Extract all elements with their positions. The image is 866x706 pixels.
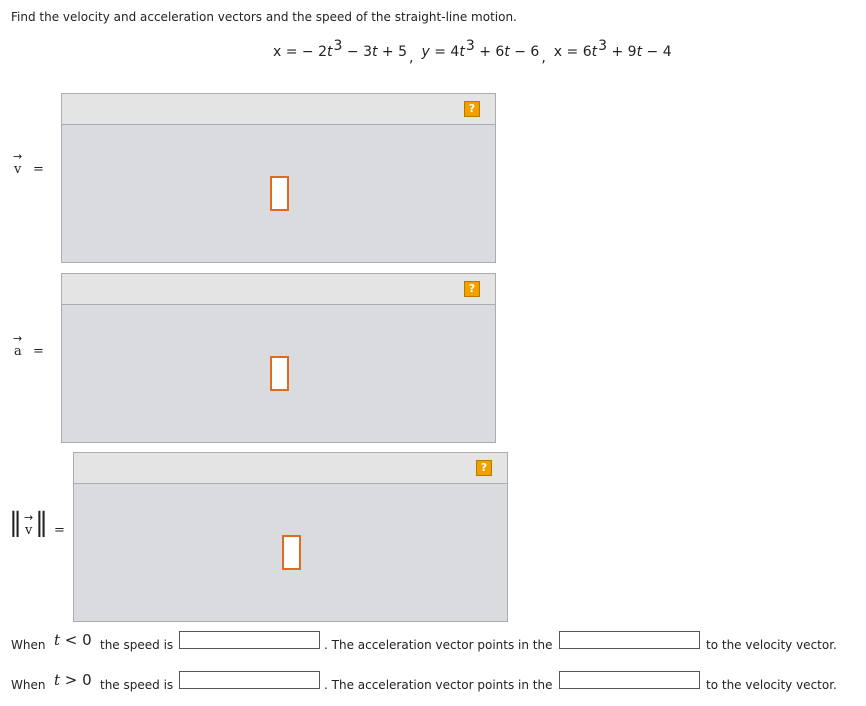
row2-cond: > 0 (60, 671, 92, 689)
eq-y-term1-coef: = 4 (429, 44, 460, 60)
eq-z-term3: − 4 (642, 44, 672, 60)
eq-z-term1-var: t (591, 44, 598, 60)
eq-sep-1: , (409, 50, 414, 66)
speed-help-icon[interactable]: ? (476, 460, 492, 476)
acceleration-arrow-icon: → (13, 332, 23, 345)
row1-speed-input[interactable] (179, 631, 320, 649)
row2-var: t (54, 671, 61, 689)
eq-x-term3: + 5 (377, 44, 408, 60)
eq-y-term3: − 6 (509, 44, 540, 60)
velocity-input-cursor[interactable] (270, 176, 289, 211)
eq-y-lhs: y (421, 44, 430, 60)
speed-arrow-icon: → (24, 511, 34, 524)
row1-cond: < 0 (60, 631, 92, 649)
motion-equation (273, 38, 672, 66)
eq-x-lhs: x = (273, 44, 302, 60)
row2-condition (54, 671, 92, 689)
row2-speed-input[interactable] (179, 671, 320, 689)
eq-x-term2-var: t (371, 44, 378, 60)
row1-when: When (11, 638, 46, 652)
acceleration-panel-toolbar (62, 274, 495, 305)
row1-condition (54, 631, 92, 649)
eq-z-term2: + 9 (607, 44, 637, 60)
eq-x-term2: − 3 (342, 44, 372, 60)
eq-z-term2-var: t (636, 44, 643, 60)
speed-symbol: v (25, 523, 33, 538)
speed-input-cursor[interactable] (282, 535, 301, 570)
eq-z-exp: 3 (598, 38, 608, 54)
eq-y-term2-var: t (504, 44, 510, 60)
row2-accel-text: . The acceleration vector points in the (324, 678, 553, 692)
eq-y-term1-var: t (459, 44, 465, 60)
row1-speed-text: the speed is (100, 638, 174, 652)
speed-answer-panel[interactable] (73, 452, 508, 622)
question-prompt: Find the velocity and acceleration vectors and the speed of the straight-line motion. (11, 10, 517, 24)
acceleration-help-icon[interactable]: ? (464, 281, 480, 297)
acceleration-answer-panel[interactable] (61, 273, 496, 443)
row1-accel-text: . The acceleration vector points in the (324, 638, 553, 652)
velocity-symbol: v (14, 162, 22, 177)
eq-y-term2: + 6 (474, 44, 505, 60)
eq-x-exp: 3 (333, 38, 343, 54)
speed-equals: = (54, 523, 65, 538)
eq-y-exp: 3 (465, 38, 475, 54)
velocity-answer-panel[interactable] (61, 93, 496, 263)
row1-tail: to the velocity vector. (706, 638, 837, 652)
velocity-arrow-icon: → (13, 150, 23, 163)
row2-tail: to the velocity vector. (706, 678, 837, 692)
speed-panel-toolbar (74, 453, 507, 484)
row1-var: t (54, 631, 61, 649)
row2-speed-text: the speed is (100, 678, 174, 692)
acceleration-symbol: a (14, 344, 22, 359)
eq-x-term1-var: t (327, 44, 333, 60)
eq-z-lhs: x = 6 (553, 44, 592, 60)
row1-accel-input[interactable] (559, 631, 700, 649)
velocity-help-icon[interactable]: ? (464, 101, 480, 117)
eq-x-term1-coef: − 2 (301, 44, 328, 60)
velocity-panel-toolbar (62, 94, 495, 125)
row2-accel-input[interactable] (559, 671, 700, 689)
speed-norm-right: ‖ (35, 508, 48, 538)
eq-sep-2: , (541, 50, 546, 66)
speed-norm-left: ‖ (9, 508, 22, 538)
acceleration-input-cursor[interactable] (270, 356, 289, 391)
row2-when: When (11, 678, 46, 692)
acceleration-equals: = (33, 344, 44, 359)
velocity-equals: = (33, 162, 44, 177)
